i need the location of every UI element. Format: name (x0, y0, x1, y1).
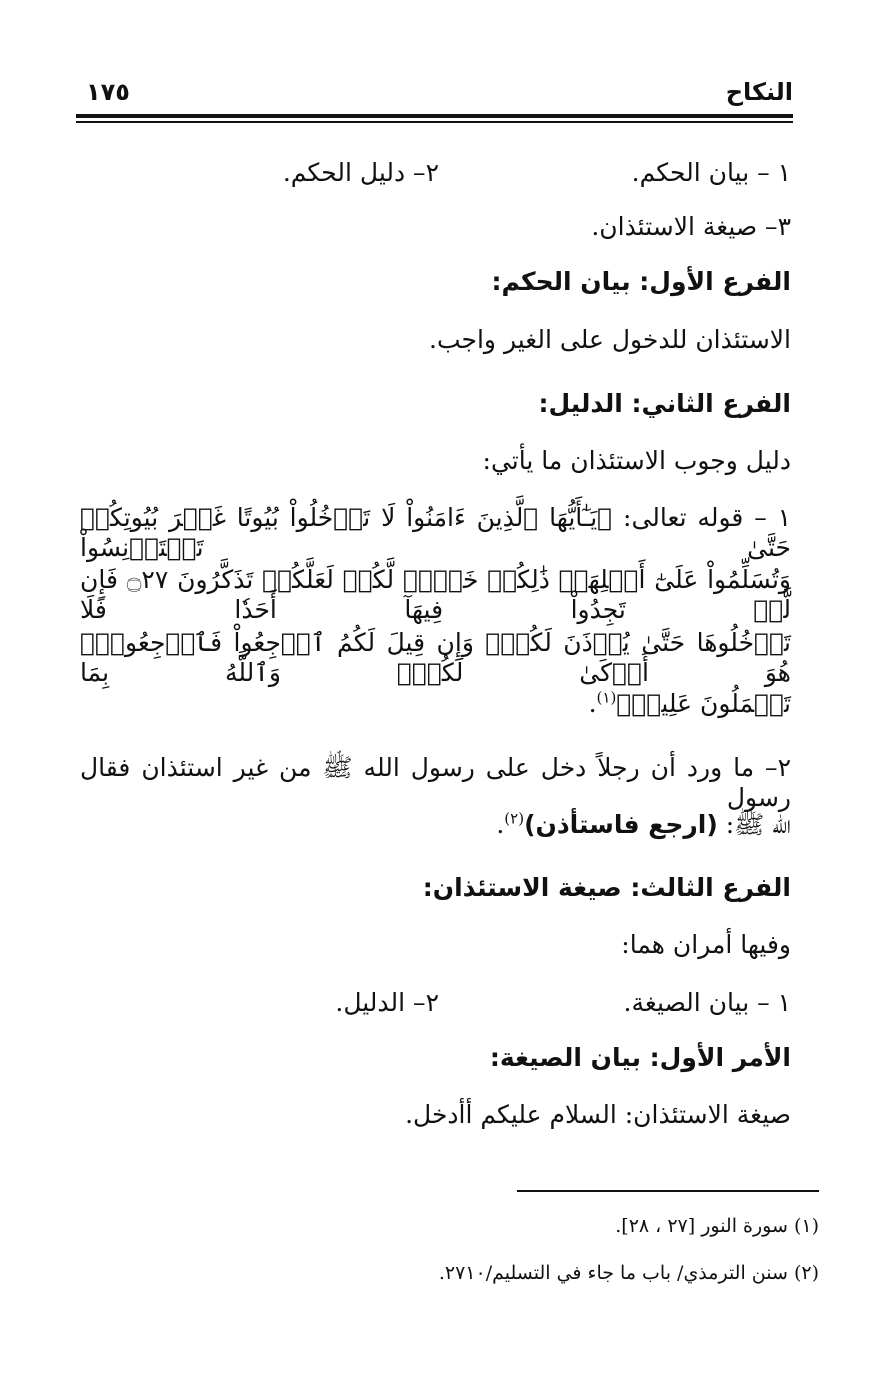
list-item: ٢– دليل الحكم. (282, 158, 439, 187)
list-item: ٢– الدليل. (335, 988, 439, 1017)
list-item: ٣– صيغة الاستئذان. (591, 212, 791, 241)
quran-verse-line: تَعۡمَلُونَ عَلِيمٞ﴾$^{(١)}$. (588, 688, 791, 718)
footnote-separator (517, 1190, 819, 1192)
section-heading: الفرع الثالث: صيغة الاستئذان: (422, 873, 791, 902)
section-heading: الفرع الثاني: الدليل: (538, 389, 791, 418)
chapter-title: النكاح (725, 78, 793, 106)
section-heading: الفرع الأول: بيان الحكم: (491, 267, 791, 296)
quran-verse-line: وَتُسَلِّمُواْ عَلَىٰٓ أَهۡلِهَاۚ ذَٰلِكُمۡ خَيۡرٞ لَّكُمۡ لَعَلَّكُمۡ تَذَكَّرُونَ ۝٢٧ فَإِن لَّمۡ تَجِدُواْ فِيهَآ أَحَدٗا فَلَا (80, 565, 792, 624)
footnote-ref: (٢) (504, 809, 525, 828)
paragraph: الله ﷺ: (ارجع فاستأذن)$^{(٢)}$. (496, 809, 791, 839)
subsection-heading: الأمر الأول: بيان الصيغة: (489, 1043, 791, 1072)
verse-end: تَعۡمَلُونَ عَلِيمٞ﴾ (616, 689, 791, 718)
quran-verse-line: تَدۡخُلُوهَا حَتَّىٰ يُؤۡذَنَ لَكُمۡۖ وَإِن قِيلَ لَكُمُ ٱرۡجِعُواْ فَٱرۡجِعُواْۖ هُوَ أَزۡكَىٰ لَكُمۡۚ وَٱللَّهُ بِمَا (80, 628, 791, 687)
paragraph: صيغة الاستئذان: السلام عليكم أأدخل. (405, 1100, 791, 1129)
footnote: (١) سورة النور [٢٧ ، ٢٨]. (615, 1215, 819, 1237)
paragraph: ٢– ما ورد أن رجلاً دخل على رسول الله ﷺ من غير استئذان فقال رسول (80, 753, 791, 812)
header-rule-thick (76, 114, 793, 118)
paragraph: دليل وجوب الاستئذان ما يأتي: (482, 446, 791, 475)
paragraph: وفيها أمران هما: (621, 930, 791, 959)
text-run: الله ﷺ: (717, 810, 791, 839)
hadith-quote: (ارجع فاستأذن) (524, 810, 718, 839)
running-head (76, 72, 793, 112)
footnote-ref: (١) (596, 688, 617, 707)
header-rule-thin (76, 121, 793, 123)
footnote: (٢) سنن الترمذي/ باب ما جاء في التسليم/٢٧١٠. (438, 1262, 819, 1284)
list-item: ١ – بيان الصيغة. (623, 988, 791, 1017)
paragraph: الاستئذان للدخول على الغير واجب. (429, 325, 791, 354)
page-number: ١٧٥ (86, 78, 130, 106)
list-item: ١ – بيان الحكم. (631, 158, 791, 187)
quran-verse-line: ١ – قوله تعالى: ﴿يَـٰٓأَيُّهَا ٱلَّذِينَ ءَامَنُواْ لَا تَدۡخُلُواْ بُيُوتًا غَيۡرَ بُيُوتِكُمۡ حَتَّىٰ تَسۡتَأۡنِسُواْ (80, 503, 791, 562)
